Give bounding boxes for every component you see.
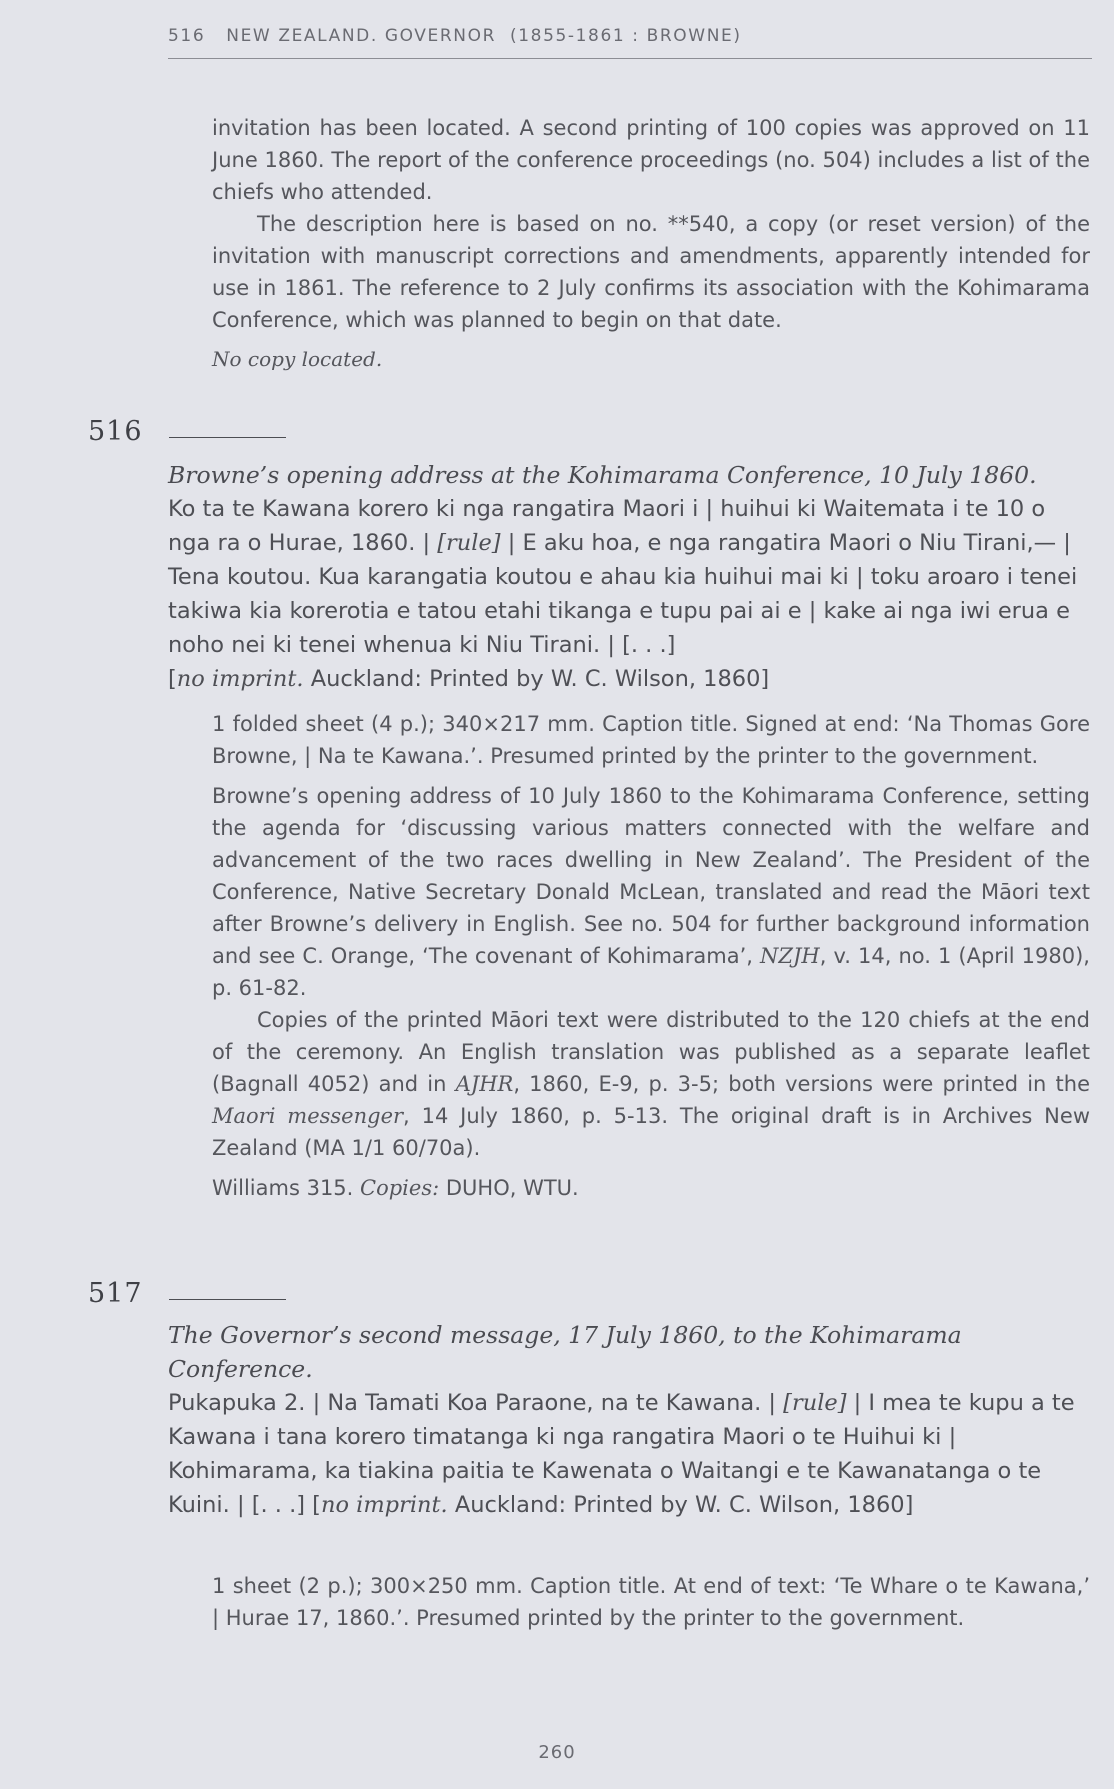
transcription-text-cont: | E aku hoa, e nga rangatira Maori o Niu Tirani,— | Tena koutou. Kua karangatia koutou e ahau kia huihui mai ki | toku aroaro i tenei takiwa kia korerotia e tatou etahi tikanga e tupu pai ai e | kake ai nga iwi erua e noho nei ki tenei whenua ki Niu Tirani. | [. . .] — [168, 530, 1078, 658]
entry-transcription: Pukapuka 2. | Na Tamati Koa Paraone, na te Kawana. | [rule] | I mea te kupu a te Kawana i tana korero timatanga ki nga rangatira Maori o te Huihui ki | Kohimarama, ka tiakina paitia te Kawenata o Waitangi e te Kawanatanga o te Kuini. | [. . .] [no imprint. Auckland: Printed by W. C. Wilson, 1860] — [168, 1390, 1075, 1518]
no-copy-note: No copy located. — [212, 347, 383, 371]
note-paragraph: Browne’s opening address of 10 July 1860 to the Kohimarama Conference, setting the agenda for ‘discussing various matters connected with the welfare and advancement of the two races dwelling in New Zealand’. The President of the Conference, Native Secretary Donald McLean, translated and read the Māori text after Browne’s delivery in English. See no. 504 for further background information and see C. Orange, ‘The covenant of Kohimarama’, NZJH, v. 14, no. 1 (April 1980), p. 61-82. — [212, 784, 1090, 1000]
imprint-label: no imprint. — [176, 666, 304, 692]
ajhr-abbrev: AJHR — [455, 1072, 514, 1096]
entry-number-517: 517 — [88, 1278, 143, 1309]
references-line: Williams 315. Copies: DUHO, WTU. — [212, 1176, 579, 1200]
imprint-text: Auckland: Printed by W. C. Wilson, 1860] — [303, 666, 770, 692]
entry-516 — [168, 458, 1090, 696]
entry-rule-516 — [169, 437, 286, 438]
rule-marker: [rule] — [437, 530, 501, 556]
messenger-title: Maori messenger — [212, 1104, 404, 1128]
imprint-text: Auckland: Printed by W. C. Wilson, 1860] — [447, 1492, 914, 1518]
physical-description: 1 sheet (2 p.); 300×250 mm. Caption title. At end of text: ‘Te Whare o te Kawana,’ | Hurae 17, 1860.’. Presumed printed by the printer to the government. — [212, 1574, 1090, 1630]
physical-description: 1 folded sheet (4 p.); 340×217 mm. Caption title. Signed at end: ‘Na Thomas Gore Browne, | Na te Kawana.’. Presumed printed by the printer to the government. — [212, 712, 1090, 768]
running-head-rule — [168, 58, 1092, 59]
copies-label: Copies: — [360, 1176, 440, 1200]
entry-517 — [168, 1318, 1090, 1522]
entry-title: Browne’s opening address at the Kohimarama Conference, 10 July 1860. — [168, 461, 1037, 489]
entry-title: The Governor’s second message, 17 July 1860, to the Kohimarama Conference. — [168, 1321, 962, 1383]
note-paragraph-2: Copies of the printed Māori text were distributed to the 120 chiefs at the end of the ceremony. An English translation was published as a separate leaflet (Bagnall 4052) and in AJHR, 1860, E-9, p. 3-5; both versions were printed in the Maori messenger, 14 July 1860, p. 5-13. The original draft is in Archives New Zealand (MA 1/1 60/70a). — [212, 1008, 1091, 1160]
entry-imprint: [no imprint. Auckland: Printed by W. C. Wilson, 1860] — [168, 666, 770, 692]
rule-marker: [rule] — [783, 1390, 847, 1416]
journal-abbrev: NZJH — [760, 944, 820, 968]
top-notes — [212, 112, 1090, 374]
entry-number-516: 516 — [88, 416, 143, 447]
page-number: 260 — [538, 1742, 576, 1763]
transcription-text: Ko ta te Kawana korero ki nga rangatira Maori i | huihui ki Waitemata i te 10 o nga ra o Hurae, 1860. | — [168, 496, 1046, 556]
top-note-paragraph-1: invitation has been located. A second printing of 100 copies was approved on 11 June 1860. The report of the conference proceedings (no. 504) includes a list of the chiefs who attended. — [212, 116, 1090, 204]
running-head: 516 NEW ZEALAND. GOVERNOR (1855-1861 : BROWNE) — [168, 26, 742, 46]
entry-transcription — [168, 492, 1090, 662]
entry-517-notes — [212, 1570, 1090, 1634]
top-note-paragraph-2: The description here is based on no. **540, a copy (or reset version) of the invitation with manuscript corrections and amendments, apparently intended for use in 1861. The reference to 2 July confirms its association with the Kohimarama Conference, which was planned to begin on that date. — [212, 212, 1090, 332]
entry-rule-517 — [169, 1299, 286, 1300]
entry-516-notes — [212, 708, 1090, 1204]
imprint-label: no imprint. — [320, 1492, 448, 1518]
